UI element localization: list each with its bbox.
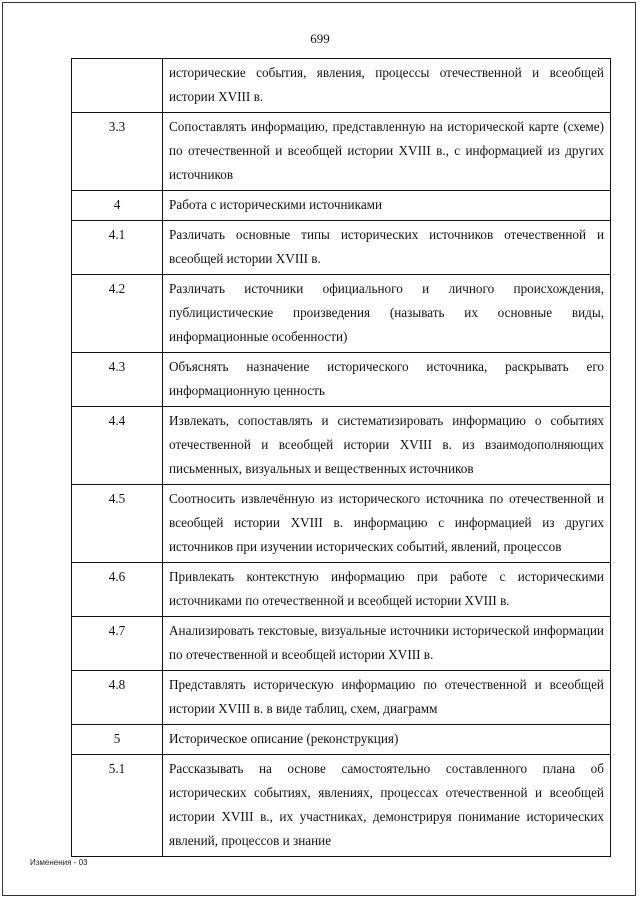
row-number: 5.1 (72, 755, 163, 857)
table-row (72, 275, 611, 353)
table-row (72, 485, 611, 563)
row-text: исторические события, явления, процессы отечественной и всеобщей истории XVIII в. (163, 59, 611, 113)
row-number: 4.7 (72, 617, 163, 671)
row-text: Рассказывать на основе самостоятельно составленного плана об исторических событиях, явлениях, процессах отечественной и всеобщей истории XVIII в., их участниках, демонстрируя понимание исторических явлений, процессов и знание (163, 755, 611, 857)
table-row (72, 113, 611, 191)
row-number: 5 (72, 725, 163, 755)
row-number: 4.3 (72, 353, 163, 407)
row-number (72, 59, 163, 113)
row-text: Сопоставлять информацию, представленную на исторической карте (схеме) по отечественной и всеобщей истории XVIII в., с информацией из других источников (163, 113, 611, 191)
table-row (72, 671, 611, 725)
table-row (72, 755, 611, 857)
row-text: Объяснять назначение исторического источника, раскрывать его информационную ценность (163, 353, 611, 407)
row-number: 4.8 (72, 671, 163, 725)
row-text: Анализировать текстовые, визуальные источники исторической информации по отечественной и всеобщей истории XVIII в. (163, 617, 611, 671)
table-row (72, 353, 611, 407)
row-number: 3.3 (72, 113, 163, 191)
row-text: Работа с историческими источниками (163, 191, 611, 221)
row-text: Соотносить извлечённую из исторического источника по отечественной и всеобщей истории XVIII в. информацию с информацией из других источников при изучении исторических событий, явлений, процессов (163, 485, 611, 563)
table-row (72, 407, 611, 485)
row-text: Историческое описание (реконструкция) (163, 725, 611, 755)
table-row (72, 191, 611, 221)
page-number: 699 (310, 31, 330, 46)
row-number: 4.6 (72, 563, 163, 617)
table-row (72, 725, 611, 755)
table-row (72, 59, 611, 113)
table-row (72, 221, 611, 275)
row-text: Представлять историческую информацию по отечественной и всеобщей истории XVIII в. в виде таблиц, схем, диаграмм (163, 671, 611, 725)
table-row (72, 563, 611, 617)
content-table (71, 58, 611, 857)
row-number: 4.1 (72, 221, 163, 275)
row-text: Различать основные типы исторических источников отечественной и всеобщей истории XVIII в. (163, 221, 611, 275)
row-text: Привлекать контекстную информацию при работе с историческими источниками по отечественной и всеобщей истории XVIII в. (163, 563, 611, 617)
table-row (72, 617, 611, 671)
row-number: 4.2 (72, 275, 163, 353)
footer-note: Изменения - 03 (30, 858, 88, 867)
row-text: Различать источники официального и личного происхождения, публицистические произведения (называть их основные виды, информационные особенности) (163, 275, 611, 353)
table-body (72, 59, 611, 857)
row-number: 4.4 (72, 407, 163, 485)
row-text: Извлекать, сопоставлять и систематизировать информацию о событиях отечественной и всеобщей истории XVIII в. из взаимодополняющих письменных, визуальных и вещественных источников (163, 407, 611, 485)
row-number: 4 (72, 191, 163, 221)
row-number: 4.5 (72, 485, 163, 563)
